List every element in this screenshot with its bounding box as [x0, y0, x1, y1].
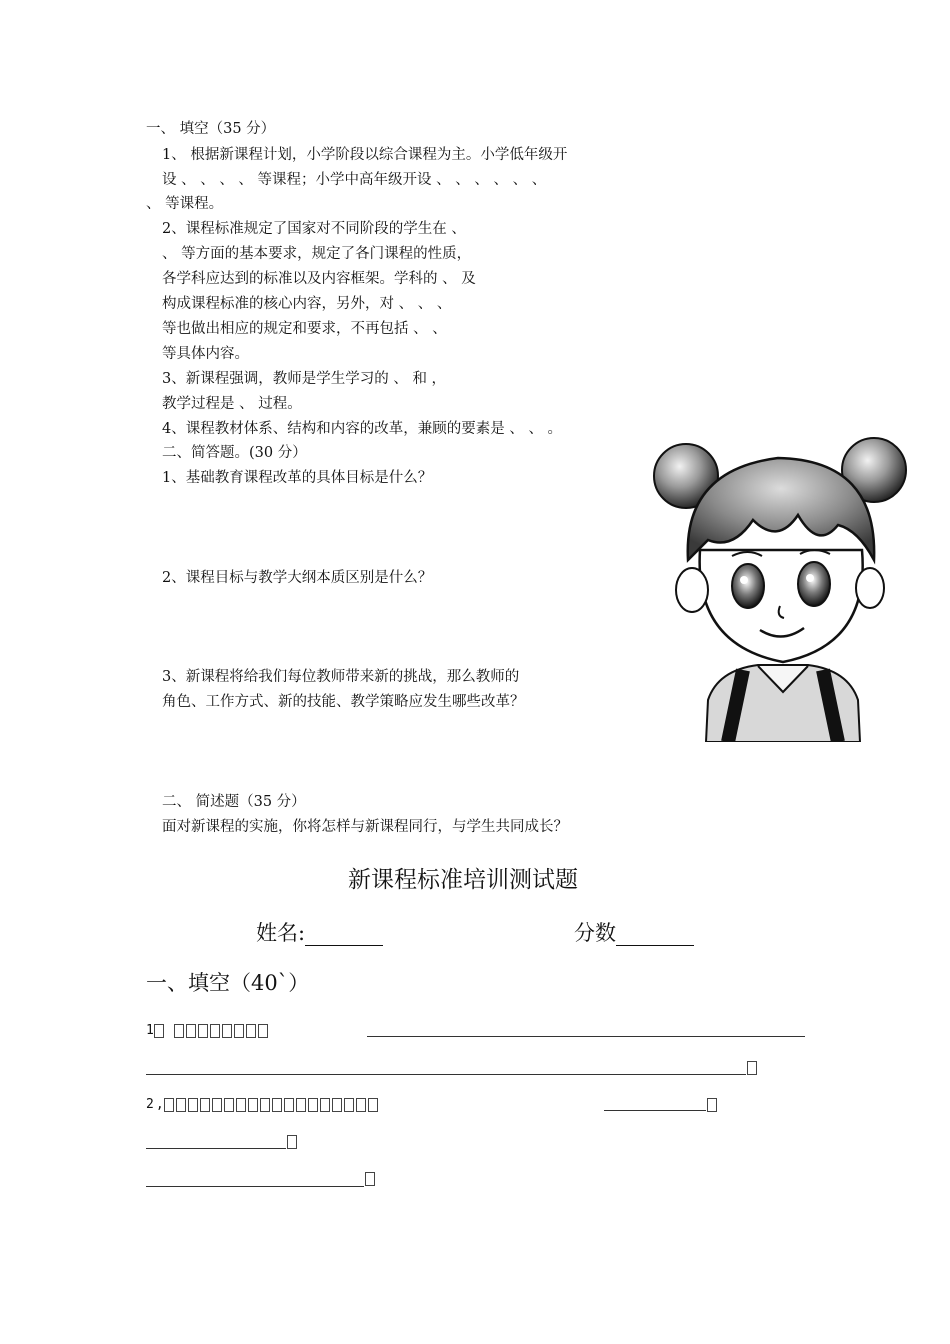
section2-question-3-line-1: 3、新课程将给我们每位教师带来新的挑战，那么教师的: [162, 669, 520, 685]
section2-question-2: 2、课程目标与教学大纲本质区别是什么？: [162, 570, 433, 586]
section1-line-7: 构成课程标准的核心内容，另外，对 、 、 、: [162, 296, 452, 312]
cartoon-girl-illustration: [648, 430, 914, 742]
section1-line-5: 、 等方面的基本要求，规定了各门课程的性质，: [162, 246, 472, 262]
section1-line-2: 设 、 、 、 、 等课程；小学中高年级开设 、 、 、 、 、 、: [162, 172, 547, 188]
section1-line-8: 等也做出相应的规定和要求，不再包括 、 、: [162, 321, 447, 337]
name-label: 姓名:: [256, 921, 306, 945]
section2-question-1: 1、基础教育课程改革的具体目标是什么？: [162, 470, 433, 486]
section3-heading: 二、 简述题（35 分）: [162, 794, 306, 810]
section1-line-3: 、 等课程。: [146, 196, 224, 212]
section1-line-10: 3、新课程强调，教师是学生学习的 、 和 ，: [162, 371, 447, 387]
item1-end-glyph: [747, 1061, 757, 1075]
item2-blank-1[interactable]: [604, 1110, 706, 1111]
section1-line-6: 各学科应达到的标准以及内容框架。学科的 、 及: [162, 271, 476, 287]
item1-blank-1[interactable]: [367, 1036, 805, 1037]
section2-heading: 二、简答题。(30 分）: [162, 445, 307, 461]
score-field: [574, 920, 694, 946]
section1-heading: 一、 填空（35 分）: [146, 121, 276, 137]
item2-blank-3[interactable]: [146, 1186, 364, 1187]
item1-blank-2[interactable]: [146, 1074, 746, 1075]
section1-line-12: 4、课程教材体系、结构和内容的改革，兼顾的要素是 、 、 。: [162, 421, 563, 437]
exam-title: 新课程标准培训测试题: [348, 867, 578, 893]
score-label: 分数: [574, 921, 616, 945]
item2-glyph-b: [287, 1135, 297, 1149]
section2-question-3-line-2: 角色、工作方式、新的技能、教学策略应发生哪些改革？: [162, 694, 525, 710]
item2-glyph-c: [365, 1172, 375, 1186]
item2-blank-2[interactable]: [146, 1148, 286, 1149]
name-field: [256, 920, 383, 946]
section1-line-4: 2、课程标准规定了国家对不同阶段的学生在 、: [162, 221, 466, 237]
section1-line-11: 教学过程是 、 过程。: [162, 396, 302, 412]
item1-prefix: 1: [146, 1023, 156, 1038]
score-blank[interactable]: [616, 925, 694, 946]
section1-line-1: 1、 根据新课程计划，小学阶段以综合课程为主。小学低年级开: [162, 147, 568, 163]
section1-line-9: 等具体内容。: [162, 346, 249, 362]
name-blank[interactable]: [305, 925, 383, 946]
item2-prefix: 2,: [146, 1097, 166, 1112]
section3-question: 面对新课程的实施，你将怎样与新课程同行，与学生共同成长？: [162, 819, 568, 835]
item2-glyph-a: [707, 1098, 717, 1112]
fill-heading: 一、填空（40`）: [146, 971, 310, 995]
